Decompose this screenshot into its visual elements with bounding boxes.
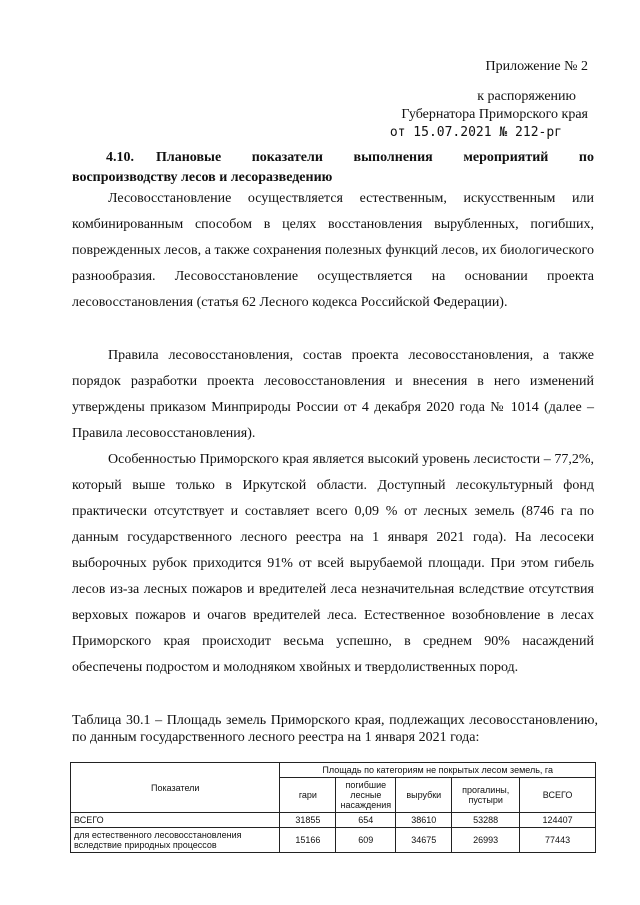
reforestation-area-table bbox=[70, 762, 596, 853]
section-title: Плановые показатели выполнения мероприятий по воспроизводству лесов и лесоразведению bbox=[72, 150, 594, 185]
table-cell: 31855 bbox=[280, 813, 336, 828]
governor-label: Губернатора Приморского края bbox=[401, 107, 588, 122]
order-label: к распоряжению bbox=[477, 89, 576, 104]
section-number: 4.10. bbox=[106, 150, 134, 165]
order-date-number: от 15.07.2021 № 212-рг bbox=[389, 125, 562, 140]
row-label: для естественного лесовосстановления вследствие природных процессов bbox=[71, 828, 280, 853]
table-caption: Таблица 30.1 – Площадь земель Приморского края, подлежащих лесовосстановлению, по данным государственного лесного реестра на 1 января 2021 года: bbox=[72, 713, 598, 745]
table-cell: 34675 bbox=[396, 828, 452, 853]
table-cell: 26993 bbox=[452, 828, 520, 853]
table-cell: 53288 bbox=[452, 813, 520, 828]
header-indicator: Показатели bbox=[71, 763, 280, 813]
section-heading bbox=[72, 148, 594, 188]
table-cell: 38610 bbox=[396, 813, 452, 828]
header-burns: гари bbox=[280, 778, 336, 813]
header-area-group: Площадь по категориям не покрытых лесом земель, га bbox=[280, 763, 596, 778]
row-label: ВСЕГО bbox=[71, 813, 280, 828]
table-cell: 609 bbox=[336, 828, 396, 853]
table-cell: 654 bbox=[336, 813, 396, 828]
header-dead-stands: погибшие лесные насаждения bbox=[336, 778, 396, 813]
paragraph-reforestation-methods: Лесовосстановление осуществляется естественным, искусственным или комбинированным способом в целях восстановления вырубленных, погибших, поврежденных лесов, а также сохранения полезных функций лесов, их биологического разнообразия. Лесовосстановление осуществляется на основании проекта лесовосстановления (статья 62 Лесного кодекса Российской Федерации). bbox=[72, 191, 594, 310]
header-clearcuts: вырубки bbox=[396, 778, 452, 813]
paragraph-region-features: Особенностью Приморского края является высокий уровень лесистости – 77,2%, который выше только в Иркутской области. Доступный лесокультурный фонд практически отсутствует и составляет всего 0,09 % от лесных земель (8746 га по данным государственного лесного реестра на 1 января 2021 года). На лесосеки выборочных рубок приходится 91% от всей вырубаемой площади. При этом гибель лесов из-за лесных пожаров и вредителей леса незначительная вследствие отсутствия верховых пожаров и очагов вредителей леса. Естественное возобновление в лесах Приморского края происходит весьма успешно, в среднем 90% насаждений обеспечены подростом и молодняком хвойных и твердолиственных пород. bbox=[72, 452, 594, 675]
table-row bbox=[71, 813, 596, 828]
appendix-label: Приложение № 2 bbox=[485, 59, 588, 74]
header-total: ВСЕГО bbox=[520, 778, 596, 813]
table-cell: 124407 bbox=[520, 813, 596, 828]
paragraph-reforestation-rules: Правила лесовосстановления, состав проекта лесовосстановления, а также порядок разработки проекта лесовосстановления и внесения в него изменений утверждены приказом Минприроды России от 4 декабря 2020 года № 1014 (далее – Правила лесовосстановления). bbox=[72, 348, 594, 441]
table-cell: 77443 bbox=[520, 828, 596, 853]
table-cell: 15166 bbox=[280, 828, 336, 853]
header-glades: прогалины, пустыри bbox=[452, 778, 520, 813]
table-row bbox=[71, 828, 596, 853]
